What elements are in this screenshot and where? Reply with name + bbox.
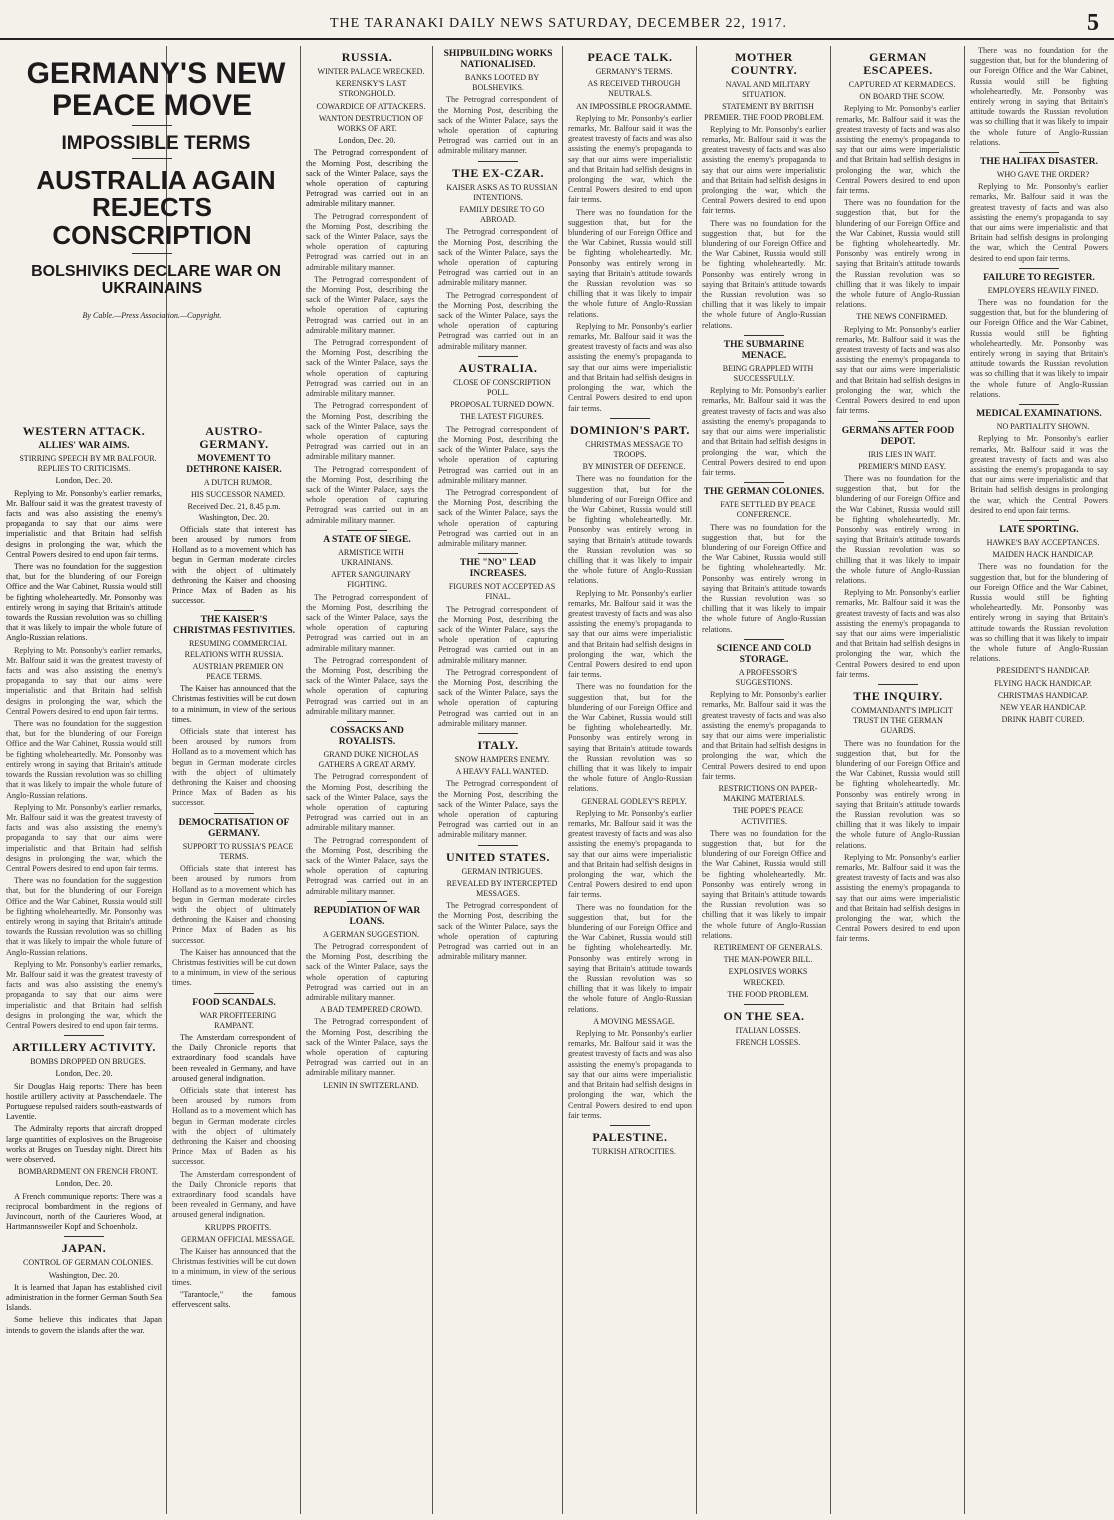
article-subheading: EMPLOYERS HEAVILY FINED. <box>987 285 1099 295</box>
article-paragraph: The Amsterdam correspondent of the Daily Chronicle reports that extraordinary food scandals have been revealed in Germany, and have aroused general indignation. <box>172 1032 296 1083</box>
article-heading: UNITED STATES. <box>446 849 550 864</box>
divider <box>1019 404 1059 405</box>
article-paragraph: There was no foundation for the suggestion that, but for the blundering of our Foreign Office and the War Cabinet, Russia would still be fighting wholeheartedly. Mr. Ponsonby was entirely wrong in saying that Britain's attitude towards the Russian revolution was so chilling that it was likely to impair the whole future of Anglo-Russian relations. <box>568 474 692 586</box>
article-subheading: THE POPE'S PEACE ACTIVITIES. <box>732 806 804 826</box>
article-subheading: WAR PROFITEERING RAMPANT. <box>199 1010 277 1030</box>
article-subheading: FATE SETTLED BY PEACE CONFERENCE. <box>720 500 816 520</box>
divider <box>610 1125 650 1126</box>
article-paragraph: The Petrograd correspondent of the Morning Post, describing the sack of the Winter Palace, says the whole operation of capturing Petrograd was carried out in an admirable military manner. <box>438 95 558 156</box>
article-heading: THE KAISER'S CHRISTMAS FESTIVITIES. <box>173 615 295 637</box>
article-subheading: KRUPPS PROFITS. <box>204 1222 272 1232</box>
article-paragraph: Replying to Mr. Ponsonby's earlier remarks, Mr. Balfour said it was the greatest travesty of facts and was also assisting the enemy's propaganda to say that our aims were imperialistic and that Britain had selfish designs in prolonging the war, which the Central Powers desired to end upon fair terms. <box>702 124 826 216</box>
article-subheading: AFTER SANGUINARY FIGHTING. <box>331 570 411 590</box>
article-subheading: PREMIER'S MIND EASY. <box>858 461 946 471</box>
article-heading: PALESTINE. <box>592 1129 668 1144</box>
article-paragraph: Replying to Mr. Ponsonby's earlier remarks, Mr. Balfour said it was the greatest travesty of facts and was also assisting the enemy's propaganda to say that our aims were imperialistic and that Britain had selfish designs in prolonging the war, which the Central Powers desired to end upon fair terms. <box>836 324 960 416</box>
article-subheading: BEING GRAPPLED WITH SUCCESSFULLY. <box>722 363 814 384</box>
article-paragraph: There was no foundation for the suggestion that, but for the blundering of our Foreign Office and the War Cabinet, Russia would still be fighting wholeheartedly. Mr. Ponsonby was entirely wrong in saying that Britain's attitude towards the Russian revolution was so chilling that it was likely to impair the whole future of Anglo-Russian relations. <box>702 522 826 634</box>
article-subheading: RESTRICTIONS ON PAPER-MAKING MATERIALS. <box>718 783 818 804</box>
article-paragraph: There was no foundation for the suggestion that, but for the blundering of our Foreign Office and the War Cabinet, Russia would still be fighting wholeheartedly. Mr. Ponsonby was entirely wrong in saying that Britain's attitude towards the Russian revolution was so chilling that it was likely to impair the whole future of Anglo-Russian relations. <box>970 562 1108 664</box>
article-heading: FAILURE TO REGISTER. <box>983 272 1095 283</box>
byline: By Cable.—Press Association.—Copyright. <box>82 311 222 321</box>
divider <box>214 993 254 994</box>
column-7 <box>836 46 960 1514</box>
article-paragraph: Some believe this indicates that Japan intends to govern the islands after the war. <box>6 1315 162 1335</box>
column-divider <box>830 46 831 1514</box>
article-paragraph: Officials state that interest has been aroused by rumors from Holland as to a movement which has begun in German moderate circles with the object of ultimately dethroning the Kaiser and choosing Prince Max of Baden as his successor. <box>172 524 296 606</box>
column-8 <box>970 46 1108 1514</box>
column-6 <box>702 46 826 1514</box>
article-paragraph: The Petrograd correspondent of the Morning Post, describing the sack of the Winter Palace, says the whole operation of capturing Petrograd was carried out in an admirable military manner. <box>438 290 558 351</box>
article-heading: THE INQUIRY. <box>853 688 943 703</box>
divider <box>744 335 784 336</box>
column-5 <box>568 46 692 1514</box>
article-paragraph: There was no foundation for the suggestion that, but for the blundering of our Foreign Office and the War Cabinet, Russia would still be fighting wholeheartedly. Mr. Ponsonby was entirely wrong in saying that Britain's attitude towards the Russian revolution was so chilling that it was likely to impair the whole future of Anglo-Russian relations. <box>836 473 960 585</box>
article-subheading: A PROFESSOR'S SUGGESTIONS. <box>735 667 798 687</box>
article-subheading: NAVAL AND MILITARY SITUATION. <box>725 80 811 100</box>
article-paragraph: Replying to Mr. Ponsonby's earlier remarks, Mr. Balfour said it was the greatest travesty of facts and was also assisting the enemy's propaganda to say that our aims were imperialistic and that Britain had selfish designs in prolonging the war, which the Central Powers desired to end upon fair terms. <box>836 852 960 944</box>
masthead-title: THE TARANAKI DAILY NEWS SATURDAY, DECEMBER 22, 1917. <box>330 16 788 31</box>
divider <box>214 813 254 814</box>
divider <box>610 418 650 419</box>
article-subheading: GERMAN INTRIGUES. <box>461 866 543 876</box>
divider <box>64 1035 104 1036</box>
divider <box>478 733 518 734</box>
article-paragraph: The Petrograd correspondent of the Morning Post, describing the sack of the Winter Palace, says the whole operation of capturing Petrograd was carried out in an admirable military manner. <box>438 487 558 548</box>
lead-headline: GERMANY'S NEW PEACE MOVE <box>26 57 286 122</box>
dateline: London, Dec. 20. <box>338 136 396 146</box>
article-subheading: ITALIAN LOSSES. <box>735 1026 801 1036</box>
article-subheading: GERMANY'S TERMS. <box>595 67 673 76</box>
article-paragraph: Officials state that interest has been aroused by rumors from Holland as to a movement which has begun in German moderate circles with the object of ultimately dethroning the Kaiser and choosing Prince Max of Baden as his successor. <box>172 727 296 808</box>
masthead <box>0 0 1114 40</box>
dateline: London, Dec. 20. <box>55 1179 113 1189</box>
article-paragraph: Replying to Mr. Ponsonby's earlier remarks, Mr. Balfour said it was the greatest travesty of facts and was also assisting the enemy's propaganda to say that our aims were imperialistic and that Britain had selfish designs in prolonging the war, which the Central Powers desired to end upon fair terms. <box>568 588 692 680</box>
article-subheading: REVEALED BY INTERCEPTED MESSAGES. <box>446 878 558 898</box>
article-paragraph: The Petrograd correspondent of the Morning Post, describing the sack of the Winter Palace, says the whole operation of capturing Petrograd was carried out in an admirable military manner. <box>438 227 558 288</box>
article-heading: COSSACKS AND ROYALISTS. <box>330 725 404 747</box>
divider <box>478 356 518 357</box>
column-1 <box>6 420 162 1514</box>
article-subheading: GRAND DUKE NICHOLAS GATHERS A GREAT ARMY. <box>318 749 419 770</box>
article-subheading: THE NEWS CONFIRMED. <box>856 312 948 322</box>
article-subheading: ALLIES' WAR AIMS. <box>38 441 130 451</box>
article-heading: ON THE SEA. <box>723 1009 805 1024</box>
article-subheading: KAISER ASKS AS TO RUSSIAN INTENTIONS. <box>446 182 558 202</box>
article-subheading: PRESIDENT'S HANDICAP. <box>996 666 1090 676</box>
article-subheading: A DUTCH RUMOR. <box>203 478 273 487</box>
article-heading: SHIPBUILDING WORKS NATIONALISED. <box>443 49 553 70</box>
article-paragraph: Replying to Mr. Ponsonby's earlier remarks, Mr. Balfour said it was the greatest travesty of facts and was also assisting the enemy's propaganda to say that our aims were imperialistic and that Britain had selfish designs in prolonging the war, which the Central Powers desired to end upon fair terms. <box>702 690 826 781</box>
divider <box>214 610 254 611</box>
article-heading: THE HALIFAX DISASTER. <box>980 157 1098 168</box>
article-heading: GERMANS AFTER FOOD DEPOT. <box>841 425 955 447</box>
article-heading: THE EX-CZAR. <box>451 165 544 180</box>
article-paragraph: The Petrograd correspondent of the Morning Post, describing the sack of the Winter Palace, says the whole operation of capturing Petrograd was carried out in an admirable military manner. <box>438 424 558 485</box>
article-paragraph: The Admiralty reports that aircraft dropped large quantities of explosives on the Brugeoise works at Bruges on Tuesday night. Direct hits were observed. <box>6 1124 162 1164</box>
article-paragraph: Replying to Mr. Ponsonby's earlier remarks, Mr. Balfour said it was the greatest travesty of facts and was also assisting the enemy's propaganda to say that our aims were imperialistic and that Britain had selfish designs in prolonging the war, which the Central Powers desired to end upon fair terms. <box>836 104 960 196</box>
column-divider <box>562 46 563 1514</box>
article-subheading: NO PARTIALITY SHOWN. <box>996 422 1090 432</box>
article-paragraph: The Petrograd correspondent of the Morning Post, describing the sack of the Winter Palace, says the whole operation of capturing Petrograd was carried out in an admirable military manner. <box>306 148 428 209</box>
divider <box>744 639 784 640</box>
article-paragraph: The Petrograd correspondent of the Morning Post, describing the sack of the Winter Palace, says the whole operation of capturing Petrograd was carried out in an admirable military manner. <box>306 942 428 1003</box>
article-subheading: COMMANDANT'S IMPLICIT TRUST IN THE GERMAN GUARDS. <box>851 705 953 736</box>
article-paragraph: There was no foundation for the suggestion that, but for the blundering of our Foreign Office and the War Cabinet, Russia would still be fighting wholeheartedly. Mr. Ponsonby was entirely wrong in saying that Britain's attitude towards the Russian revolution was so chilling that it was likely to impair the whole future of Anglo-Russian relations. <box>6 719 162 800</box>
article-heading: WESTERN ATTACK. <box>22 424 146 438</box>
article-paragraph: Replying to Mr. Ponsonby's earlier remarks, Mr. Balfour said it was the greatest travesty of facts and was also assisting the enemy's propaganda to say that our aims were imperialistic and that Britain had selfish designs in prolonging the war, which the Central Powers desired to end upon fair terms. <box>6 488 162 559</box>
article-subheading: MOVEMENT TO DETHRONE KAISER. <box>186 454 282 475</box>
article-subheading: GERMAN OFFICIAL MESSAGE. <box>181 1234 295 1244</box>
article-heading: LATE SPORTING. <box>999 524 1079 535</box>
article-subheading: FIGURES NOT ACCEPTED AS FINAL. <box>448 582 556 602</box>
article-subheading: THE MAN-POWER BILL. <box>723 955 813 965</box>
dateline: Washington, Dec. 20. <box>48 1270 120 1280</box>
article-paragraph: Replying to Mr. Ponsonby's earlier remarks, Mr. Balfour said it was the greatest travesty of facts and was also assisting the enemy's propaganda to say that our aims were imperialistic and that Britain had selfish designs in prolonging the war, which the Central Powers desired to end upon fair terms. <box>568 321 692 413</box>
divider <box>347 901 387 902</box>
divider <box>64 1236 104 1237</box>
article-subheading: DRINK HABIT CURED. <box>1001 715 1085 725</box>
article-paragraph: The Petrograd correspondent of the Morning Post, describing the sack of the Winter Palace, says the whole operation of capturing Petrograd was carried out in an admirable military manner. <box>438 901 558 962</box>
column-4 <box>438 46 558 1514</box>
article-subheading: PROPOSAL TURNED DOWN. <box>450 400 554 410</box>
article-paragraph: The Kaiser has announced that the Christmas festivities will be cut down to a minimum, in view of the serious times. <box>172 684 296 724</box>
article-subheading: ARMISTICE WITH UKRAINIANS. <box>338 547 404 567</box>
dateline: Received Dec. 21, 8.45 p.m. Washington, Dec. 20. <box>187 502 281 522</box>
article-subheading: THE FOOD PROBLEM. <box>727 989 809 999</box>
article-subheading: FAMILY DESIRE TO GO ABROAD. <box>459 205 545 225</box>
divider <box>132 125 172 126</box>
advertisement-text: "Tarantocle," the famous effervescent salts. <box>172 1289 296 1310</box>
article-paragraph: Replying to Mr. Ponsonby's earlier remarks, Mr. Balfour said it was the greatest travesty of facts and was also assisting the enemy's propaganda to say that our aims were imperialistic and that Britain had selfish designs in prolonging the war, which the Central Powers desired to end upon fair terms. <box>836 588 960 679</box>
article-subheading: NEW YEAR HANDICAP. <box>1000 702 1086 712</box>
article-subheading: A GERMAN SUGGESTION. <box>322 929 420 939</box>
article-heading: AUSTRALIA. <box>458 360 538 375</box>
article-subheading: CAPTURED AT KERMADECS. <box>848 80 956 89</box>
divider <box>132 158 172 159</box>
article-paragraph: The Petrograd correspondent of the Morning Post, describing the sack of the Winter Palace, says the whole operation of capturing Petrograd was carried out in an admirable military manner. <box>438 667 558 728</box>
article-subheading: A HEAVY FALL WANTED. <box>455 767 549 777</box>
article-subheading: AS RECEIVED THROUGH NEUTRALS. <box>587 79 681 99</box>
article-paragraph: The Petrograd correspondent of the Morning Post, describing the sack of the Winter Palace, says the whole operation of capturing Petrograd was carried out in an admirable military manner. <box>438 604 558 665</box>
dateline: London, Dec. 20. <box>55 476 113 486</box>
article-subheading: RESUMING COMMERCIAL RELATIONS WITH RUSSIA. <box>184 639 287 659</box>
divider <box>478 553 518 554</box>
article-paragraph: There was no foundation for the suggestion that, but for the blundering of our Foreign Office and the War Cabinet, Russia would still be fighting wholeheartedly. Mr. Ponsonby was entirely wrong in saying that Britain's attitude towards the Russian revolution was so chilling that it was likely to impair the whole future of Anglo-Russian relations. <box>702 828 826 940</box>
divider <box>744 482 784 483</box>
article-subheading: MAIDEN HACK HANDICAP. <box>992 550 1094 560</box>
article-paragraph: Sir Douglas Haig reports: There has been hostile artillery activity at Passchendaele. The Portuguese repulsed raiders south-eastwards of Laventie. <box>6 1081 162 1122</box>
article-subheading: WANTON DESTRUCTION OF WORKS OF ART. <box>318 113 424 134</box>
article-subheading: STATEMENT BY BRITISH PREMIER. THE FOOD PROBLEM. <box>704 102 824 122</box>
article-paragraph: Replying to Mr. Ponsonby's earlier remarks, Mr. Balfour said it was the greatest travesty of facts and was also assisting the enemy's propaganda to say that our aims were imperialistic and that Britain had selfish designs in prolonging the war, which the Central Powers desired to end upon fair terms. <box>6 802 162 873</box>
article-paragraph: Replying to Mr. Ponsonby's earlier remarks, Mr. Balfour said it was the greatest travesty of facts and was also assisting the enemy's propaganda to say that our aims were imperialistic and that Britain had selfish designs in prolonging the war, which the Central Powers desired to end upon fair terms. <box>6 959 162 1030</box>
column-3 <box>306 46 428 1514</box>
article-subheading: FLYING HACK HANDICAP. <box>994 678 1092 688</box>
article-heading: A STATE OF SIEGE. <box>323 534 411 545</box>
article-heading: DEMOCRATISATION OF GERMANY. <box>178 817 290 839</box>
masthead-rule <box>0 38 1114 40</box>
article-paragraph: The Petrograd correspondent of the Morning Post, describing the sack of the Winter Palace, says the whole operation of capturing Petrograd was carried out in an admirable military manner. <box>306 772 428 833</box>
article-paragraph: Replying to Mr. Ponsonby's earlier remarks, Mr. Balfour said it was the greatest travesty of facts and was also assisting the enemy's propaganda to say that our aims were imperialistic and that Britain had selfish designs in prolonging the war, which the Central Powers desired to end upon fair terms. <box>970 182 1108 263</box>
article-paragraph: The Petrograd correspondent of the Morning Post, describing the sack of the Winter Palace, says the whole operation of capturing Petrograd was carried out in an admirable military manner. <box>306 464 428 525</box>
article-paragraph: There was no foundation for the suggestion that, but for the blundering of our Foreign Office and the War Cabinet, Russia would still be fighting wholeheartedly. Mr. Ponsonby was entirely wrong in saying that Britain's attitude towards the Russian revolution was so chilling that it was likely to impair the whole future of Anglo-Russian relations. <box>568 207 692 319</box>
article-heading: REPUDIATION OF WAR LOANS. <box>313 905 421 927</box>
lead-story-headlines <box>6 48 298 324</box>
article-subheading: ON BOARD THE SCOW. <box>859 92 945 102</box>
article-subheading: AN IMPOSSIBLE PROGRAMME. <box>576 101 692 111</box>
article-subheading: GENERAL GODLEY'S REPLY. <box>581 796 687 806</box>
article-paragraph: Replying to Mr. Ponsonby's earlier remarks, Mr. Balfour said it was the greatest travesty of facts and was also assisting the enemy's propaganda to say that our aims were imperialistic and that Britain had selfish designs in prolonging the war, which the Central Powers desired to end upon fair terms. <box>568 113 692 205</box>
article-subheading: A BAD TEMPERED CROWD. <box>319 1005 423 1015</box>
article-paragraph: There was no foundation for the suggestion that, but for the blundering of our Foreign Office and the War Cabinet, Russia would still be fighting wholeheartedly. Mr. Ponsonby was entirely wrong in saying that Britain's attitude towards the Russian revolution was so chilling that it was likely to impair the whole future of Anglo-Russian relations. <box>970 46 1108 147</box>
lead-headline-2: AUSTRALIA AGAIN REJECTS CONSCRIPTION <box>36 164 276 250</box>
article-paragraph: The Petrograd correspondent of the Morning Post, describing the sack of the Winter Palace, says the whole operation of capturing Petrograd was carried out in an admirable military manner. <box>306 655 428 716</box>
page-number: 5 <box>1087 10 1100 36</box>
article-subheading: AUSTRIAN PREMIER ON PEACE TERMS. <box>192 661 284 682</box>
article-paragraph: It is learned that Japan has established civil administration in the former German South Sea Islands. <box>6 1282 162 1313</box>
article-paragraph: The Petrograd correspondent of the Morning Post, describing the sack of the Winter Palace, says the whole operation of capturing Petrograd was carried out in an admirable military manner. <box>306 1017 428 1078</box>
article-subheading: KERENSKY'S LAST STRONGHOLD. <box>335 79 407 99</box>
article-paragraph: The Petrograd correspondent of the Morning Post, describing the sack of the Winter Palace, says the whole operation of capturing Petrograd was carried out in an admirable military manner. <box>306 211 428 272</box>
article-subheading: STIRRING SPEECH BY MR BALFOUR. REPLIES TO CRITICISMS. <box>19 454 157 474</box>
divider <box>878 684 918 685</box>
article-heading: THE "NO" LEAD INCREASES. <box>459 558 536 580</box>
article-paragraph: The Petrograd correspondent of the Morning Post, describing the sack of the Winter Palace, says the whole operation of capturing Petrograd was carried out in an admirable military manner. <box>306 274 428 335</box>
article-paragraph: Officials state that interest has been aroused by rumors from Holland as to a movement which has begun in German moderate circles with the object of ultimately dethroning the Kaiser and choosing Prince Max of Baden as his successor. <box>172 864 296 945</box>
divider <box>744 1004 784 1005</box>
article-paragraph: Replying to Mr. Ponsonby's earlier remarks, Mr. Balfour said it was the greatest travesty of facts and was also assisting the enemy's propaganda to say that our aims were imperialistic and that Britain had selfish designs in prolonging the war, which the Central Powers desired to end upon fair terms. <box>6 645 162 716</box>
article-paragraph: Replying to Mr. Ponsonby's earlier remarks, Mr. Balfour said it was the greatest travesty of facts and was also assisting the enemy's propaganda to say that our aims were imperialistic and that Britain had selfish designs in prolonging the war, which the Central Powers desired to end upon fair terms. <box>568 808 692 900</box>
article-paragraph: The Petrograd correspondent of the Morning Post, describing the sack of the Winter Palace, says the whole operation of capturing Petrograd was carried out in an admirable military manner. <box>306 338 428 399</box>
article-subheading: RETIREMENT OF GENERALS. <box>713 943 823 953</box>
article-subheading: FRENCH LOSSES. <box>735 1038 801 1048</box>
article-paragraph: The Petrograd correspondent of the Morning Post, describing the sack of the Winter Palace, says the whole operation of capturing Petrograd was carried out in an admirable military manner. <box>306 592 428 653</box>
article-subheading: BOMBS DROPPED ON BRUGES. <box>30 1057 146 1067</box>
article-paragraph: There was no foundation for the suggestion that, but for the blundering of our Foreign Office and the War Cabinet, Russia would still be fighting wholeheartedly. Mr. Ponsonby was entirely wrong in saying that Britain's attitude towards the Russian revolution was so chilling that it was likely to impair the whole future of Anglo-Russian relations. <box>6 562 162 643</box>
article-heading: ARTILLERY ACTIVITY. <box>12 1040 156 1055</box>
lead-subheadline: IMPOSSIBLE TERMS <box>61 133 251 154</box>
article-subheading: BY MINISTER OF DEFENCE. <box>582 462 686 472</box>
article-paragraph: The Kaiser has announced that the Christmas festivities will be cut down to a minimum, in view of the serious times. <box>172 1247 296 1287</box>
column-2 <box>172 420 296 1514</box>
article-paragraph: Replying to Mr. Ponsonby's earlier remarks, Mr. Balfour said it was the greatest travesty of facts and was also assisting the enemy's propaganda to say that our aims were imperialistic and that Britain had selfish designs in prolonging the war, which the Central Powers desired to end upon fair terms. <box>970 434 1108 515</box>
article-paragraph: Officials state that interest has been aroused by rumors from Holland as to a movement which has begun in German moderate circles with the object of ultimately dethroning the Kaiser and choosing Prince Max of Baden as his successor. <box>172 1085 296 1167</box>
article-paragraph: There was no foundation for the suggestion that, but for the blundering of our Foreign Office and the War Cabinet, Russia would still be fighting wholeheartedly. Mr. Ponsonby was entirely wrong in saying that Britain's attitude towards the Russian revolution was so chilling that it was likely to impair the whole future of Anglo-Russian relations. <box>568 902 692 1014</box>
article-paragraph: Replying to Mr. Ponsonby's earlier remarks, Mr. Balfour said it was the greatest travesty of facts and was also assisting the enemy's propaganda to say that our aims were imperialistic and that Britain had selfish designs in prolonging the war, which the Central Powers desired to end upon fair terms. <box>702 386 826 477</box>
article-subheading: BANKS LOOTED BY BOLSHEVIKS. <box>464 73 540 93</box>
article-heading: AUSTRO-GERMANY. <box>199 424 269 451</box>
article-subheading: TURKISH ATROCITIES. <box>591 1146 676 1156</box>
article-paragraph: There was no foundation for the suggestion that, but for the blundering of our Foreign Office and the War Cabinet, Russia would still be fighting wholeheartedly. Mr. Ponsonby was entirely wrong in saying that Britain's attitude towards the Russian revolution was so chilling that it was likely to impair the whole future of Anglo-Russian relations. <box>836 738 960 850</box>
article-subheading: IRIS LIES IN WAIT. <box>868 449 936 459</box>
article-heading: THE GERMAN COLONIES. <box>703 487 825 498</box>
article-subheading: A MOVING MESSAGE. <box>593 1016 675 1026</box>
article-subheading: EXPLOSIVES WORKS WRECKED. <box>728 967 808 987</box>
column-divider <box>696 46 697 1514</box>
article-paragraph: There was no foundation for the suggestion that, but for the blundering of our Foreign Office and the War Cabinet, Russia would still be fighting wholeheartedly. Mr. Ponsonby was entirely wrong in saying that Britain's attitude towards the Russian revolution was so chilling that it was likely to impair the whole future of Anglo-Russian relations. <box>970 298 1108 399</box>
divider <box>347 530 387 531</box>
article-heading: RUSSIA. <box>341 50 393 64</box>
divider <box>132 253 172 254</box>
article-subheading: WINTER PALACE WRECKED. <box>317 67 425 76</box>
article-subheading: CLOSE OF CONSCRIPTION POLL. <box>453 377 551 398</box>
article-heading: JAPAN. <box>61 1241 107 1256</box>
article-subheading: WHO GAVE THE ORDER? <box>996 170 1090 180</box>
article-heading: DOMINION'S PART. <box>570 422 690 437</box>
divider <box>347 721 387 722</box>
article-heading: GERMAN ESCAPEES. <box>863 50 933 77</box>
article-subheading: CONTROL OF GERMAN COLONIES. <box>23 1258 153 1268</box>
divider <box>1019 152 1059 153</box>
article-subheading: HIS SUCCESSOR NAMED. <box>190 490 286 500</box>
divider <box>878 421 918 422</box>
article-subheading: BOMBARDMENT ON FRENCH FRONT. <box>18 1167 158 1177</box>
article-paragraph: The Petrograd correspondent of the Morning Post, describing the sack of the Winter Palace, says the whole operation of capturing Petrograd was carried out in an admirable military manner. <box>306 401 428 462</box>
article-subheading: COWARDICE OF ATTACKERS. <box>316 101 426 111</box>
article-heading: PEACE TALK. <box>587 50 673 64</box>
article-heading: THE SUBMARINE MENACE. <box>723 339 805 361</box>
column-divider <box>432 46 433 1514</box>
divider <box>1019 520 1059 521</box>
article-heading: MEDICAL EXAMINATIONS. <box>976 409 1102 420</box>
column-divider <box>300 46 301 1514</box>
article-paragraph: There was no foundation for the suggestion that, but for the blundering of our Foreign Office and the War Cabinet, Russia would still be fighting wholeheartedly. Mr. Ponsonby was entirely wrong in saying that Britain's attitude towards the Russian revolution was so chilling that it was likely to impair the whole future of Anglo-Russian relations. <box>6 876 162 957</box>
article-paragraph: The Petrograd correspondent of the Morning Post, describing the sack of the Winter Palace, says the whole operation of capturing Petrograd was carried out in an admirable military manner. <box>438 779 558 840</box>
article-subheading: HAWKE'S BAY ACCEPTANCES. <box>986 537 1100 547</box>
article-paragraph: The Petrograd correspondent of the Morning Post, describing the sack of the Winter Palace, says the whole operation of capturing Petrograd was carried out in an admirable military manner. <box>306 835 428 896</box>
article-paragraph: There was no foundation for the suggestion that, but for the blundering of our Foreign Office and the War Cabinet, Russia would still be fighting wholeheartedly. Mr. Ponsonby was entirely wrong in saying that Britain's attitude towards the Russian revolution was so chilling that it was likely to impair the whole future of Anglo-Russian relations. <box>568 682 692 794</box>
article-paragraph: A French communique reports: There was a reciprocal bombardment in the regions of Juvincourt, north of the Caurieres Wood, at Hartmannsweiler Kopf and Schoenholz. <box>6 1191 162 1232</box>
article-heading: FOOD SCANDALS. <box>192 997 276 1008</box>
divider <box>1019 268 1059 269</box>
article-paragraph: There was no foundation for the suggestion that, but for the blundering of our Foreign Office and the War Cabinet, Russia would still be fighting wholeheartedly. Mr. Ponsonby was entirely wrong in saying that Britain's attitude towards the Russian revolution was so chilling that it was likely to impair the whole future of Anglo-Russian relations. <box>702 218 826 330</box>
article-subheading: CHRISTMAS HANDICAP. <box>997 690 1089 700</box>
divider <box>478 845 518 846</box>
divider <box>478 161 518 162</box>
article-paragraph: The Amsterdam correspondent of the Daily Chronicle reports that extraordinary food scandals have been revealed in Germany, and have aroused general indignation. <box>172 1169 296 1220</box>
article-heading: MOTHER COUNTRY. <box>730 50 798 77</box>
article-subheading: LENIN IN SWITZERLAND. <box>323 1080 419 1090</box>
article-paragraph: There was no foundation for the suggestion that, but for the blundering of our Foreign Office and the War Cabinet, Russia would still be fighting wholeheartedly. Mr. Ponsonby was entirely wrong in saying that Britain's attitude towards the Russian revolution was so chilling that it was likely to impair the whole future of Anglo-Russian relations. <box>836 198 960 310</box>
article-subheading: SNOW HAMPERS ENEMY. <box>454 754 550 764</box>
article-heading: SCIENCE AND COLD STORAGE. <box>716 643 812 665</box>
article-paragraph: Replying to Mr. Ponsonby's earlier remarks, Mr. Balfour said it was the greatest travesty of facts and was also assisting the enemy's propaganda to say that our aims were imperialistic and that Britain had selfish designs in prolonging the war, which the Central Powers desired to end upon fair terms. <box>568 1029 692 1120</box>
article-subheading: THE LATEST FIGURES. <box>460 412 544 422</box>
article-subheading: CHRISTMAS MESSAGE TO TROOPS. <box>585 439 683 459</box>
column-divider <box>964 46 965 1514</box>
article-heading: ITALY. <box>477 737 519 752</box>
article-paragraph: The Kaiser has announced that the Christmas festivities will be cut down to a minimum, in view of the serious times. <box>172 947 296 988</box>
lead-headline-3: BOLSHIVIKS DECLARE WAR ON UKRAINAINS <box>31 262 281 297</box>
article-subheading: SUPPORT TO RUSSIA'S PEACE TERMS. <box>182 841 294 861</box>
dateline: London, Dec. 20. <box>55 1069 113 1079</box>
